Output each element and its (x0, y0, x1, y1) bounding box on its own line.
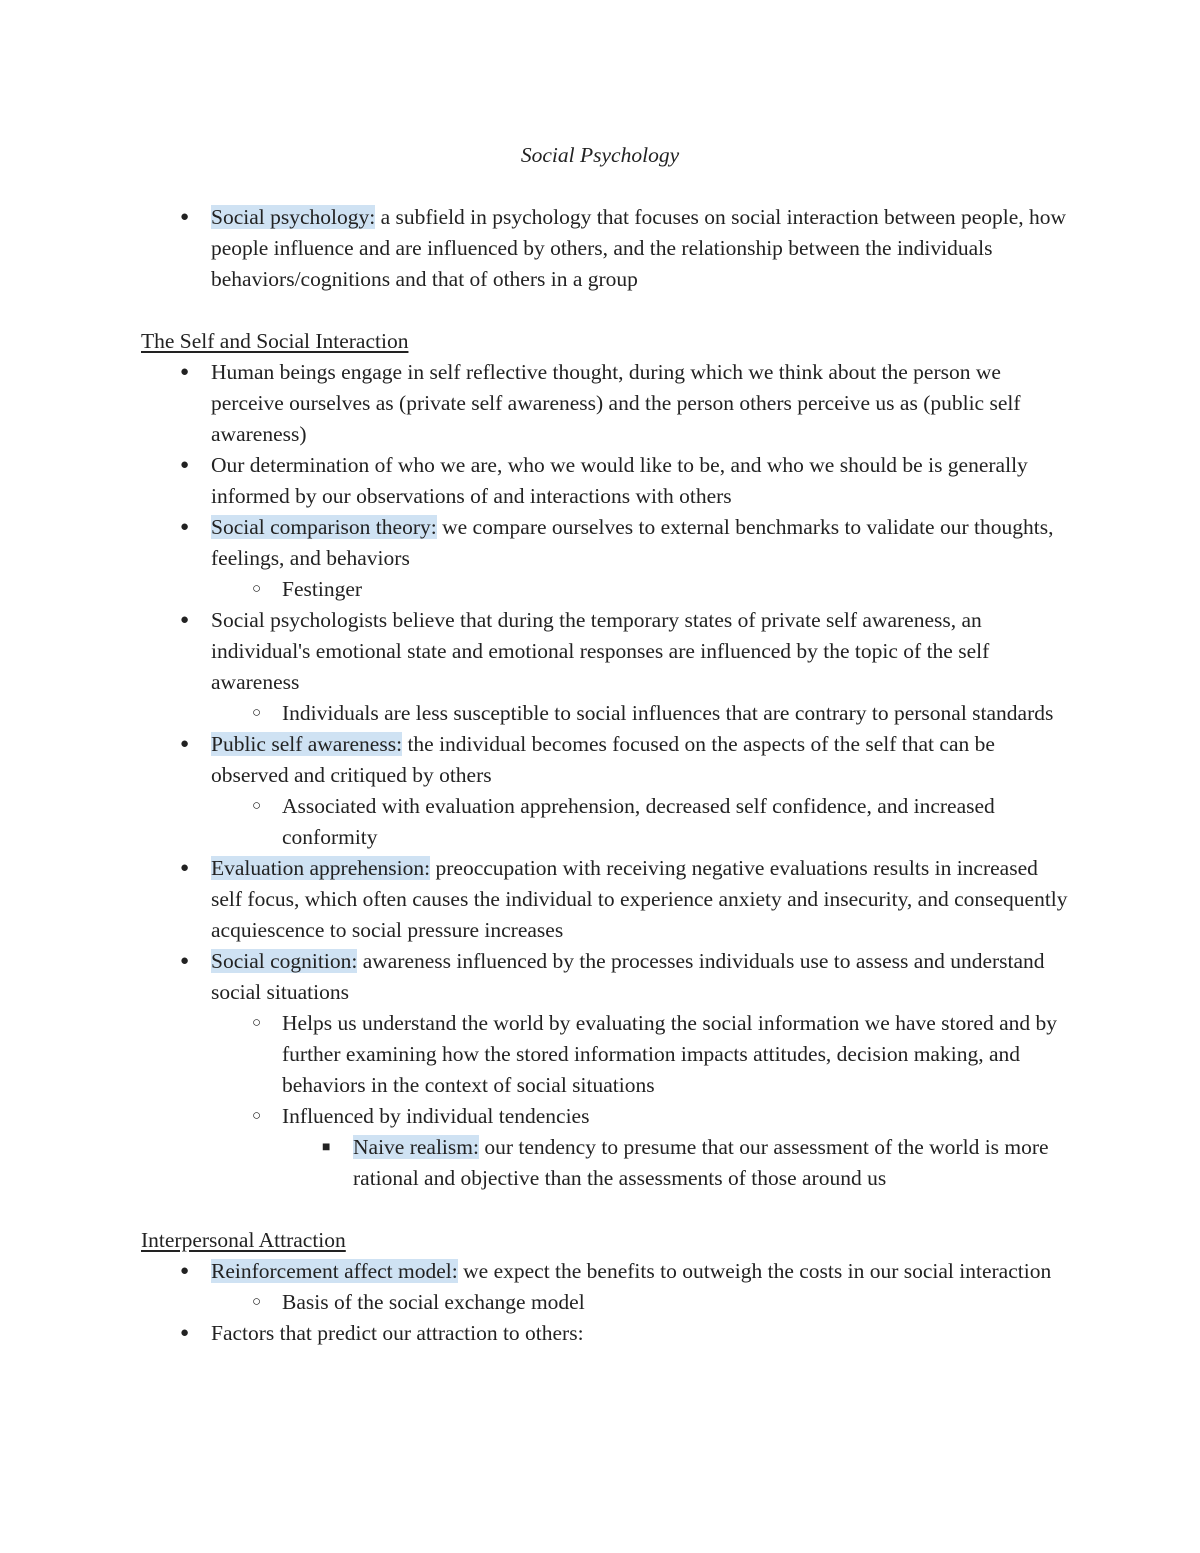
definition-term: Reinforcement affect model: (211, 1259, 458, 1283)
sub-list (211, 1287, 1071, 1318)
definition-text: preoccupation with receiving negative evaluations results in increased self focus, which often causes the individual to experience anxiety and insecurity, and consequently acquiescence to social pressure increases (211, 856, 1068, 942)
item-text: Human beings engage in self reflective thought, during which we think about the person we perceive ourselves as (private self awareness) and the person others perceive us as (public self awareness) (211, 360, 1021, 446)
item-text: Our determination of who we are, who we would like to be, and who we should be is generally informed by our observations of and interactions with others (211, 453, 1028, 508)
sub-list-item (211, 1287, 1071, 1318)
document-body (141, 202, 1071, 1349)
list-item (141, 512, 1071, 605)
bullet-circle-icon: ○ (252, 581, 262, 597)
sub-list-item (211, 698, 1071, 729)
definition-term: Naive realism: (353, 1135, 479, 1159)
definition-text: a subfield in psychology that focuses on social interaction between people, how people influence and are influenced by others, and the relationship between the individuals behaviors/cognitions and that of others in a group (211, 205, 1067, 291)
sub-list (211, 791, 1071, 853)
page-title: Social Psychology (520, 143, 680, 167)
list-item (141, 450, 1071, 512)
bullet-circle-icon: ○ (252, 1015, 262, 1031)
list-item (141, 605, 1071, 729)
definition-term: Evaluation apprehension: (211, 856, 431, 880)
sub-list-item (211, 791, 1071, 853)
sub-item-text: Helps us understand the world by evaluating the social information we have stored and by further examining how the stored information impacts attitudes, decision making, and behaviors in the context of social situations (282, 1011, 1057, 1097)
sub-sub-list-item (282, 1132, 1071, 1194)
spacer (141, 1194, 1071, 1225)
intro-list (141, 202, 1071, 295)
definition-text: the individual becomes focused on the aspects of the self that can be observed and critiqued by others (211, 732, 995, 787)
bullet-disc-icon: ● (180, 612, 190, 628)
sub-list-item (211, 574, 1071, 605)
sub-item-text: Festinger (282, 577, 363, 601)
list-item (141, 853, 1071, 946)
bullet-disc-icon: ● (180, 953, 190, 969)
definition-term: Social comparison theory: (211, 515, 437, 539)
sub-item-text: Associated with evaluation apprehension, decreased self confidence, and increased conformity (282, 794, 995, 849)
list-item (141, 1318, 1071, 1349)
sub-list (211, 698, 1071, 729)
definition-text: awareness influenced by the processes individuals use to assess and understand social situations (211, 949, 1045, 1004)
bullet-disc-icon: ● (180, 1325, 190, 1341)
item-text: Social psychologists believe that during the temporary states of private self awareness, an individual's emotional state and emotional responses are influenced by the topic of the self awareness (211, 608, 990, 694)
bullet-square-icon: ■ (322, 1140, 331, 1155)
list-item (141, 202, 1071, 295)
section-list (141, 357, 1071, 1194)
bullet-circle-icon: ○ (252, 705, 262, 721)
list-item (141, 1256, 1071, 1318)
bullet-disc-icon: ● (180, 736, 190, 752)
definition-text: our tendency to presume that our assessment of the world is more rational and objective than the assessments of those around us (353, 1135, 1049, 1190)
list-item (141, 946, 1071, 1194)
sub-sub-list (282, 1132, 1071, 1194)
section-list (141, 1256, 1071, 1349)
definition-text: we expect the benefits to outweigh the costs in our social interaction (457, 1259, 1052, 1283)
bullet-disc-icon: ● (180, 1263, 190, 1279)
definition-term: Social cognition: (211, 949, 358, 973)
bullet-disc-icon: ● (180, 519, 190, 535)
bullet-disc-icon: ● (180, 457, 190, 473)
list-item (141, 729, 1071, 853)
sub-list-item (211, 1008, 1071, 1101)
list-item (141, 357, 1071, 450)
bullet-disc-icon: ● (180, 209, 190, 225)
section-heading: Interpersonal Attraction (141, 1228, 346, 1252)
bullet-circle-icon: ○ (252, 1108, 262, 1124)
sub-item-text: Influenced by individual tendencies (282, 1104, 590, 1128)
bullet-circle-icon: ○ (252, 1294, 262, 1310)
sub-list (211, 1008, 1071, 1194)
sub-list (211, 574, 1071, 605)
definition-term: Social psychology: (211, 205, 376, 229)
bullet-circle-icon: ○ (252, 798, 262, 814)
definition-term: Public self awareness: (211, 732, 403, 756)
item-text: Factors that predict our attraction to others: (211, 1321, 584, 1345)
sub-item-text: Basis of the social exchange model (282, 1290, 585, 1314)
bullet-disc-icon: ● (180, 860, 190, 876)
sub-item-text: Individuals are less susceptible to social influences that are contrary to personal standards (282, 701, 1054, 725)
bullet-disc-icon: ● (180, 364, 190, 380)
sub-list-item (211, 1101, 1071, 1194)
section-heading: The Self and Social Interaction (141, 329, 409, 353)
spacer (141, 295, 1071, 326)
definition-text: we compare ourselves to external benchmarks to validate our thoughts, feelings, and behaviors (211, 515, 1054, 570)
